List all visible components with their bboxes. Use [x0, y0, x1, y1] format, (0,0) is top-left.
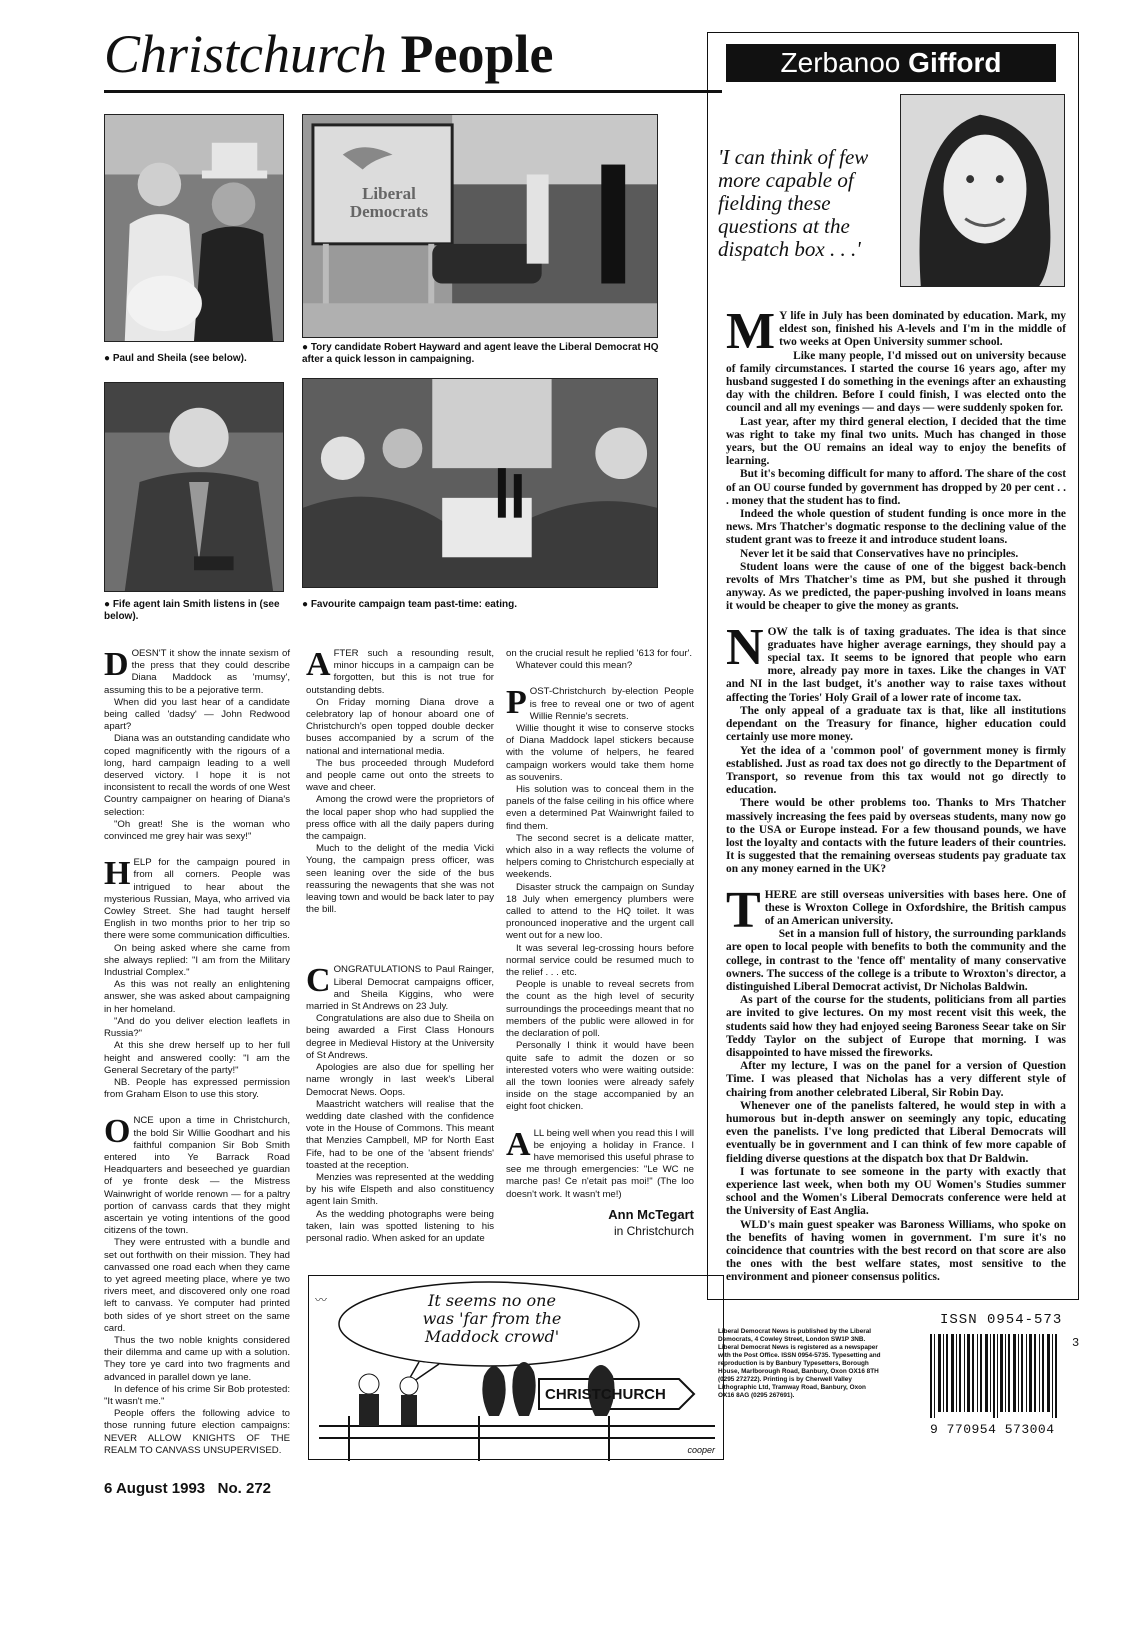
paragraph: People is unable to reveal secrets from the count as the high level of security surroundings the proceedings meant that no members of the public were allowed in for the declaration of poll. — [506, 979, 694, 1040]
dropcap: H — [104, 855, 131, 893]
section-education — [726, 303, 1066, 614]
column-3 — [506, 648, 694, 1239]
masthead-italic: Christchurch — [104, 24, 387, 84]
photo-dinner — [302, 378, 658, 588]
paragraph: Among the crowd were the proprietors of the local paper shop who had supplied the press office with all the daily papers during the campaign. — [306, 794, 494, 843]
paragraph: Set in a mansion full of history, the surrounding parklands are open to local people with benefits to both the community and the college, in contrast to the 'fence off' mentality of many conservative owners. The success of the college is a tribute to Wroxton's director, a distinguished Liberal Democrat activist, Dr Nicholas Baldwin. — [726, 928, 1066, 993]
paragraph: OESN'T it show the innate sexism of the press that they could describe Diana Maddock as 'mumsy', assuming this to be a pejorative term. — [104, 648, 290, 696]
paragraph: Diana was an outstanding candidate who coped magnificently with the rigours of a long, hard campaign leading to a well deserved victory. I hope it is not inconsistent to recall the words of one West Country campaigner on hearing of Diana's selection: — [104, 733, 290, 818]
byline-location: in Christchurch — [613, 1223, 694, 1238]
paragraph: His solution was to conceal them in the panels of the false ceiling in his office where even a determined Pat Wainwright failed to find them. — [506, 784, 694, 832]
paragraph: The only appeal of a graduate tax is that, like all institutions dependant on the Treasury for finance, higher education could certainly use more money. — [726, 704, 1066, 744]
paragraph: Maastricht watchers will realise that the wedding date clashed with the confidence vote in the House of Commons. This meant that Menzies Campbell, MP for North East Fife, had to be one of the 'absent friends' toasted at the reception. — [306, 1098, 494, 1171]
caption-wedding: ● Paul and Sheila (see below). — [104, 353, 247, 364]
paragraph: Willie thought it wise to conserve stocks of Diana Maddock lapel stickers because with the volume of helpers, he feared campaign workers would take them home as souvenirs. — [506, 723, 694, 783]
paragraph: NCE upon a time in Christchurch, the bold Sir Willie Goodhart and his faithful companion Sir Bob Smith entered into Ye Barrack Road Headquarters and beseeched ye guardian of ye fronte desk — the Mistress Wainwright of worlde renown — for a paltry portion of canvass cards that they might ascertain ye voting intentions of the good citizens of the town. — [104, 1115, 290, 1237]
dropcap: A — [506, 1125, 531, 1163]
pull-quote: 'I can think of few more capable of fielding these questions at the dispatch box . . .' — [718, 145, 869, 261]
sign-text — [339, 185, 439, 221]
dropcap: T — [726, 881, 761, 939]
paragraph: Whenever one of the panelists faltered, he would step in with a humorous but in-depth answer on seemingly any topic, educating even the panelists. I've long predicted that Liberal Democrats will eventually be in government and I can think of few more capable of fielding diverse questions at the dispatch box that Dr Baldwin. — [726, 1099, 1066, 1165]
item-knights — [104, 1115, 290, 1457]
dropcap: C — [306, 962, 331, 1000]
paragraph: Yet the idea of a 'common pool' of government money is firmly established. Just as road tax does not go directly to the Department of Transport, so revenue from this tax would not go directly to education. — [726, 744, 1066, 797]
speech-line-2: was 'far from the — [422, 1309, 562, 1328]
barcode-number: 9 770954 573004 — [930, 1422, 1055, 1437]
column-1 — [104, 648, 290, 1457]
author-portrait — [900, 94, 1065, 287]
paragraph: ELP for the campaign poured in from all corners. People was intrigued to hear about the mysterious Russian, Maya, who arrived via Cowley Street. She had taught herself English in two months prior to her trip so there were some communication difficulties. — [104, 857, 290, 942]
caption-dinner: ● Favourite campaign team past-time: eating. — [302, 599, 517, 610]
paragraph: FTER such a resounding result, minor hiccups in a campaign can be forgotten, but this is not true for outstanding debts. — [306, 648, 494, 696]
dropcap: P — [506, 684, 527, 722]
item-continued — [506, 648, 694, 672]
item-maya — [104, 857, 290, 1101]
dropcap: M — [726, 303, 776, 360]
dropcap: D — [104, 646, 129, 683]
paragraph: The bus proceeded through Mudeford and people came out onto the streets to wave and cheer. — [306, 757, 494, 794]
byline-name: Ann McTegart — [608, 1206, 694, 1222]
item-mumsy — [104, 648, 290, 843]
sign-line-1: Liberal — [362, 184, 416, 203]
paragraph: Much to the delight of the media Vicki Young, the campaign press officer, was seen leaning over the side of the bus reassuring the newagents that she was not leaving town and would be back later to pay the bill. — [306, 843, 494, 916]
paragraph: Whatever could this mean? — [516, 660, 633, 672]
paragraph: OST-Christchurch by-election People is free to reveal one or two of agent Willie Rennie's secrets. — [529, 686, 694, 722]
barcode-addon-digit: 3 — [1072, 1336, 1080, 1350]
dropcap: A — [306, 646, 331, 683]
svg-text:〰: 〰 — [315, 1293, 328, 1307]
paragraph: on the crucial result he replied '613 for four'. — [506, 648, 693, 659]
item-wedding — [306, 964, 494, 1245]
paragraph: Apologies are also due for spelling her name wrongly in last week's Liberal Democrat News. Oops. — [306, 1062, 494, 1098]
paragraph: Congratulations are also due to Sheila on being awarded a First Class Honours degree in Medieval History at the University of St Andrews. — [306, 1013, 494, 1061]
issn-label: ISSN 0954-573 — [940, 1312, 1063, 1328]
item-bus — [306, 648, 494, 916]
photo-agent — [104, 382, 284, 592]
column-text — [726, 298, 1066, 1285]
paragraph: When did you last hear of a candidate being called 'dadsy' — John Redwood apart? — [104, 696, 290, 733]
cartoon-speech — [367, 1292, 617, 1346]
caption-agent: ● Fife agent Iain Smith listens in (see below). — [104, 599, 280, 622]
masthead-bold: People — [400, 24, 554, 84]
issue-date: 6 August 1993 — [104, 1480, 206, 1497]
paragraph: Like many people, I'd missed out on university because of family circumstances. I started the course 16 years ago, after my husband suggested I do something in the evenings after an exhausting day with the children. Before I could finish, I was elected onto the council and all my evenings — and days — were suddenly spoken for. — [726, 349, 1066, 415]
publisher-imprint: Liberal Democrat News is published by the Liberal Democrats, 4 Cowley Street, London SW1P 3NB. Liberal Democrat News is registered as a newspaper with the Post Office. ISSN 0954-5735. Typesetting and reproduction is by Banbury Typesetters, Borough House, Marlborough Road, Banbury, Oxon OX16 8TH (0295 272722). Printing is by Cherwell Valley Lithographic Ltd, Tramway Road, Banbury, Oxon OX16 8AG (0295 267691). — [718, 1328, 881, 1399]
column-header — [726, 44, 1056, 82]
paragraph: "And do you deliver election leaflets in Russia?" — [104, 1015, 290, 1040]
paragraph: There would be other problems too. Thanks to Mrs Thatcher massively increasing the fees paid by overseas students, many now go to the USA or Europe instead. For a few thousand pounds, we have lost the loyalty and contacts with the future leaders of their countries. It is suggested that the remaining overseas students pay graduate tax on any money earned in the UK? — [726, 797, 1066, 876]
paragraph: I was fortunate to see someone in the party with exactly that experience last week, when both my OU Women's Studies summer school and the Women's Liberal Democrats conference were held at the University of East Anglia. — [726, 1165, 1066, 1218]
byline — [506, 1207, 694, 1239]
paragraph: In defence of his crime Sir Bob protested: "It wasn't me." — [104, 1383, 290, 1407]
paragraph: After my lecture, I was on the panel for a version of Question Time. I was pleased that Nicholas has a very different style of chairing from another celebrated Liberal, Sir Robin Day. — [726, 1060, 1066, 1099]
paragraph: As the wedding photographs were being taken, Iain was spotted listening to his personal radio. When asked for an update — [306, 1208, 494, 1244]
paragraph: Disaster struck the campaign on Sunday 18 July when emergency plumbers were called to attend to the HQ toilet. It was pronounced inoperative and the urgent call went out for a new loo. — [506, 881, 694, 942]
paragraph: They were entrusted with a bundle and set out forthwith on their mission. They had canvassed one road each when they came to yet agreed meeting place, where ye two rivers meet, and discovered only one road left to canvass. Ye computer had printed both sides of ye short street on the same card. — [104, 1237, 290, 1334]
issue-number: No. 272 — [217, 1480, 272, 1497]
cartoon — [308, 1275, 724, 1460]
masthead-rule — [104, 90, 722, 93]
paragraph: ONGRATULATIONS to Paul Rainger, Liberal Democrat campaigns officer, and Sheila Kiggins, who were married in St Andrews on 23 July. — [306, 964, 494, 1013]
photo-wedding — [104, 114, 284, 342]
paragraph: "Oh great! She is the woman who convinced me grey hair was sexy!" — [104, 818, 290, 843]
dropcap: N — [726, 618, 764, 676]
paragraph: At this she drew herself up to her full height and answered coolly: "I am the General Secretary of the party!" — [104, 1040, 290, 1076]
paragraph: HERE are still overseas universities with bases here. One of these is Wroxton College in Oxfordshire, the British campus of an American university. — [764, 888, 1066, 927]
sign-line-2: Democrats — [349, 202, 429, 221]
paragraph: But it's becoming difficult for many to afford. The share of the cost of an OU course funded by government has dropped by 20 per cent . . . money that the student has to find. — [726, 468, 1066, 507]
item-secrets — [506, 686, 694, 1113]
paragraph: Personally I think it would have been quite safe to admit the dozen or so interested voters who were waiting outside: all the town loonies were already safely inside on the stage accompanied by an eight foot chicken. — [506, 1040, 694, 1113]
paragraph: Student loans were the cause of one of the biggest back-bench revolts of Mrs Thatcher's time as PM, but she pushed it through anyway. As we predicted, the paper-pushing involved in loans means it would be cheaper to give the money as grants. — [726, 560, 1066, 613]
speech-line-1: It seems no one — [428, 1291, 556, 1310]
paragraph: Thus the two noble knights considered their dilemma and came up with a solution. They tore ye card into two fragments and advanced in parallel down ye lane. — [104, 1334, 290, 1383]
issue-footer — [104, 1480, 271, 1497]
cartoon-signature: cooper — [687, 1445, 715, 1455]
paragraph: WLD's main guest speaker was Baroness Williams, who spoke on the benefits of having women in government. I'm sure it's no coincidence that countries with the best record on that score are also the ones with the best welfare states, most sensitive to the environment and pioneer consensus politics. — [726, 1218, 1066, 1284]
section-wroxton — [726, 881, 1066, 1285]
masthead-title — [104, 22, 664, 86]
speech-line-3: Maddock crowd' — [424, 1327, 560, 1346]
paragraph: LL being well when you read this I will be enjoying a holiday in France. I have memorised this useful phrase to see me through emergencies: "Le WC ne marche pas! Ce n'etait pas moi!" (The loo doesn't work. It wasn't me!) — [506, 1127, 694, 1200]
photo-hq — [302, 114, 658, 338]
column-author-last: Gifford — [908, 47, 1002, 78]
paragraph: Menzies was represented at the wedding by his wife Elspeth and also constituency agent Iain Smith. — [306, 1171, 494, 1208]
paragraph: On Friday morning Diana drove a celebratory lap of honour aboard one of Christchurch's open topped double decker buses accompanied by a scrum of the national and international media. — [306, 696, 494, 757]
paragraph: As part of the course for the students, politicians from all parties are invited to give lectures. On my most recent visit this week, the students said how they had enjoyed seeing Baroness Seear take on Sir Teddy Taylor on the subject of Europe that morning. I was disappointed to have missed the fireworks. — [726, 994, 1066, 1059]
paragraph: Never let it be said that Conservatives have no principles. — [740, 547, 1019, 560]
paragraph: On being asked where she came from she always replied: "I am from the Military Industrial Complex." — [104, 942, 290, 979]
paragraph: The second secret is a delicate matter, which also in a way reflects the volume of helpers coming to Christchurch especially at weekends. — [506, 832, 694, 881]
paragraph: Indeed the whole question of student funding is once more in the news. Mrs Thatcher's dogmatic response to the declining value of the student grant was to freeze it and introduce student loans. — [726, 508, 1066, 547]
column-2 — [306, 648, 494, 1245]
paragraph: It was several leg-crossing hours before normal service could be resumed much to the relief . . . etc. — [506, 942, 694, 979]
section-graduate-tax — [726, 618, 1066, 877]
paragraph: OW the talk is of taxing graduates. The idea is that since graduates have higher average earnings, they should pay a special tax. It seems to be ignored that people who earn more, already pay more in taxes. Like the changes in VAT and NI in the last budget, it's another way to raise taxes without affecting the Tories' Holy Grail of a lower rate of income tax. — [726, 625, 1066, 704]
column-author-first: Zerbanoo — [780, 47, 901, 78]
paragraph: As this was not really an enlightening answer, she was asked about campaigning in her homeland. — [104, 979, 290, 1015]
paragraph: People offers the following advice to those running future election campaigns: NEVER ALLOW KNIGHTS OF THE REALM TO CANVASS UNSUPERVISED. — [104, 1408, 290, 1456]
dropcap: O — [104, 1113, 131, 1151]
barcode — [930, 1334, 1070, 1418]
paragraph: Y life in July has been dominated by education. Mark, my eldest son, finished his A-levels and I'm in the middle of two weeks at Open University summer school. — [779, 310, 1066, 349]
cartoon-sign: CHRISTCHURCH — [545, 1386, 666, 1403]
paragraph: Last year, after my third general election, I decided that the time was right to take my final two units. Much has changed in those years, but the OU remains an ideal way to enjoy the benefits of learning. — [726, 415, 1066, 468]
caption-hq: ● Tory candidate Robert Hayward and agent leave the Liberal Democrat HQ after a quick lesson in campaigning. — [302, 342, 659, 365]
paragraph: NB. People has expressed permission from Graham Elson to use this story. — [104, 1076, 290, 1101]
item-holiday — [506, 1125, 694, 1201]
